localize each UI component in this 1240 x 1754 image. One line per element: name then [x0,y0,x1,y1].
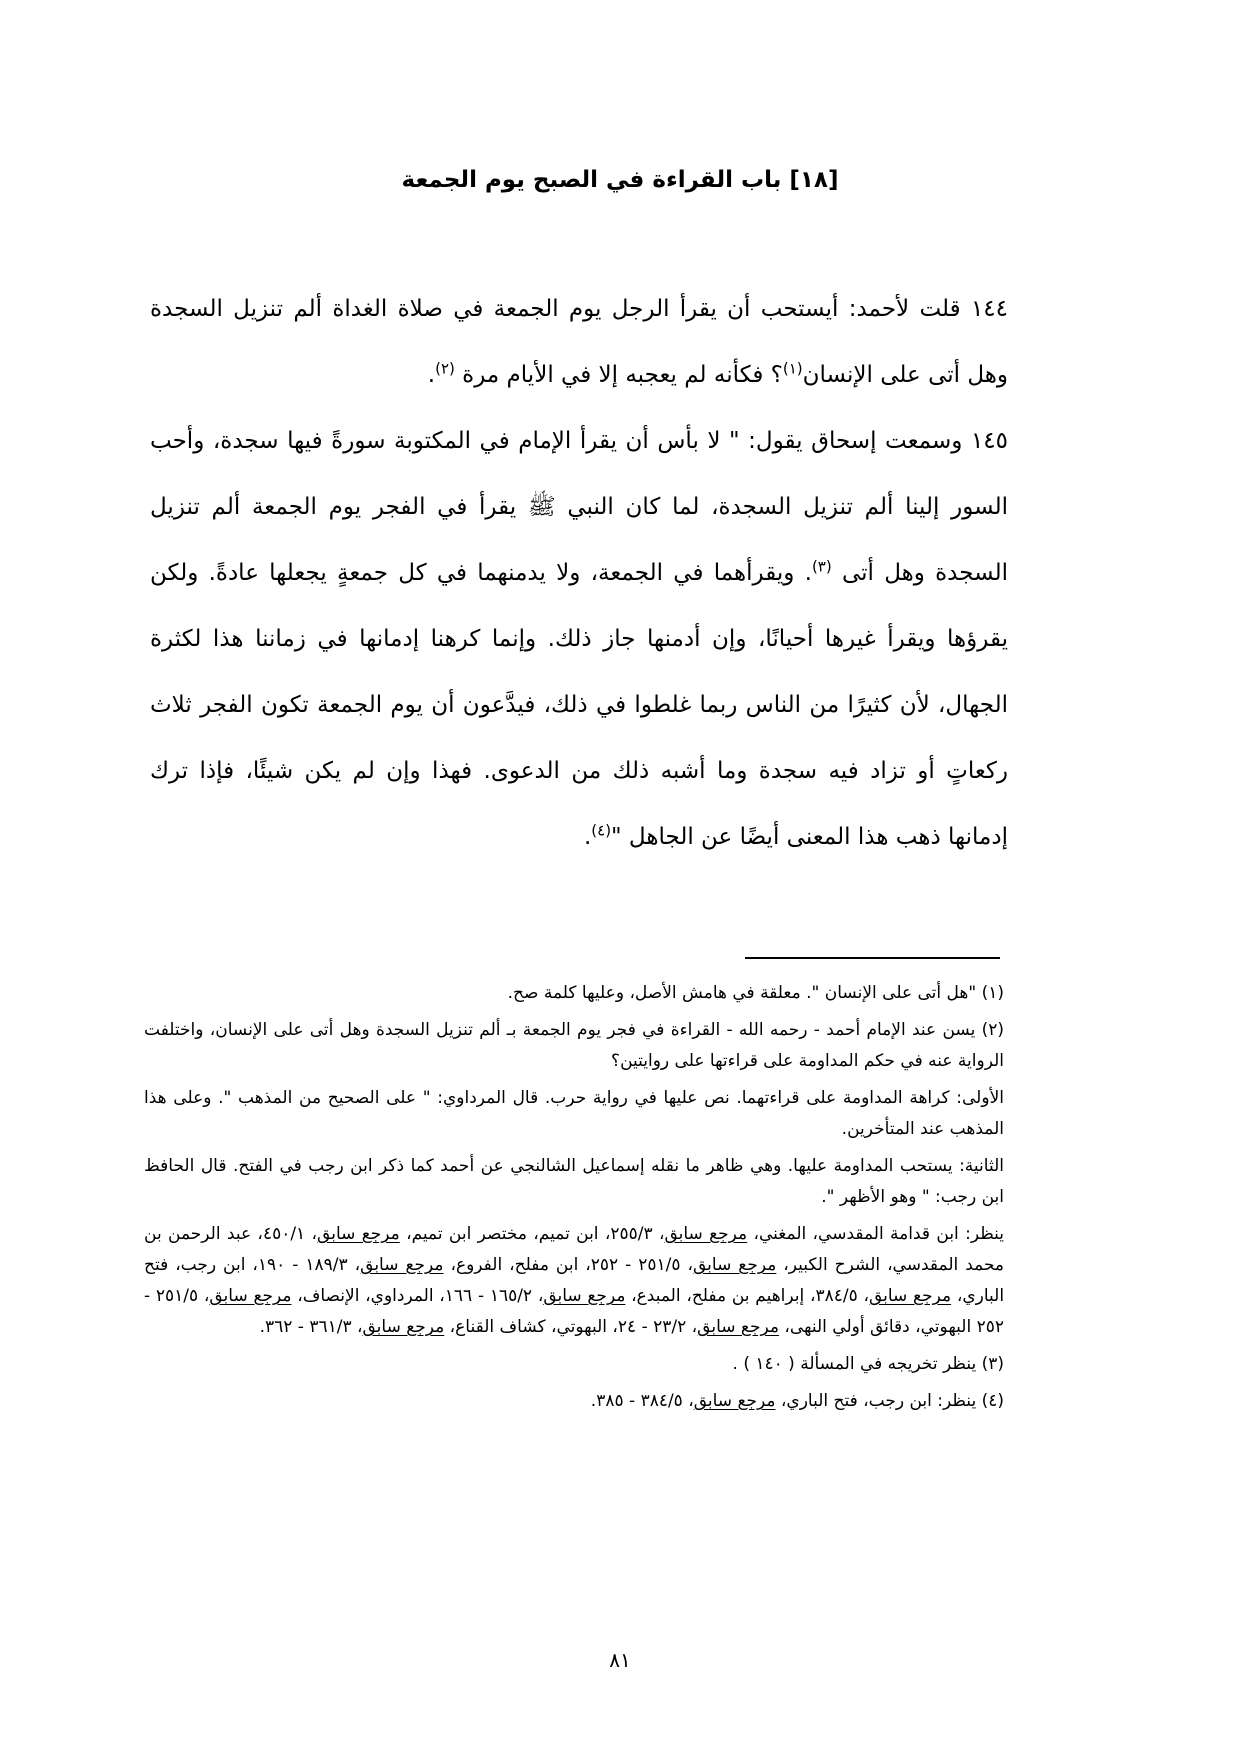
footnote-1: (١) "هل أتى على الإنسان ". معلقة في هامش الأصل، وعليها كلمة صح. [507,983,1004,1003]
paragraph-145 [150,408,1008,870]
footnote-ref-2: (٢) [435,359,455,378]
paragraph-145-mid: . ويقرأهما في الجمعة، ولا يدمنهما في كل جمعةٍ يجعلها عادةً. ولكن يقرؤها ويقرأ غيرها أحيانًا، وإن أدمنها جاز ذلك. وإنما كرهنا إدمانها في زماننا هذا لكثرة الجهال، لأن كثيرًا من الناس ربما غلطوا في ذلك، فيدَّعون أن يوم الجمعة تكون الفجر ثلاث ركعاتٍ أو تزاد فيه سجدة وما أشبه ذلك من الدعوى. فهذا وإن لم يكن شيئًا، فإذا ترك إدمانها ذهب هذا المعنى أيضًا عن الجاهل " [150,560,1008,850]
ref-text: ، ١٦٥/٢ - ١٦٦، المرداوي، الإنصاف، [291,1286,544,1306]
ref-text: ، ٢٣/٢ - ٢٤، البهوتي، كشاف القناع، [444,1317,698,1337]
ref-previous-source: مرجع سابق [543,1286,626,1306]
ref-previous-source: مرجع سابق [360,1255,444,1275]
footnote-ref-4: (٤) [591,821,612,840]
footnote-separator [745,957,1000,959]
ref-text: ، ٣٦١/٣ - ٣٦٢. [259,1317,363,1337]
ref-text: ، ٤٥٠/١، عبد الرحمن بن محمد المقدسي، الشرح الكبير، [144,1224,1005,1275]
paragraph-145-text: ١٤٥ وسمعت إسحاق يقول: " لا بأس أن يقرأ الإمام في المكتوبة سورةً فيها سجدة، وأحب السور إلينا ألم تنزيل السجدة، لما كان النبي ﷺ يقرأ في الفجر يوم الجمعة ألم تنزيل السجدة وهل أتى [150,428,1008,586]
ref-previous-source: مرجع سابق [697,1317,779,1337]
paragraph-145-end: . [583,824,592,850]
chapter-title: [١٨] باب القراءة في الصبح يوم الجمعة [401,167,839,194]
ref-previous-source: مرجع سابق [317,1224,400,1244]
ref-previous-source: مرجع سابق [692,1255,777,1275]
ref-previous-source: مرجع سابق [664,1224,748,1244]
ref-previous-source: مرجع سابق [868,1286,952,1306]
ref-previous-source: مرجع سابق [693,1391,776,1411]
footnote-2: (٢) يسن عند الإمام أحمد - رحمه الله - القراءة في فجر يوم الجمعة بـ ألم تنزيل السجدة وهل أتى على الإنسان، واختلفت الرواية عنه في حكم المداومة على قراءتها على روايتين؟ [144,1020,1004,1071]
ref-text: ، ٣٨٤/٥ - ٣٨٥. [590,1391,694,1411]
footnotes [144,978,1004,1423]
ref-text: ، ٢٥٥/٣، ابن تميم، مختصر ابن تميم، [399,1224,665,1244]
footnote-2-references [144,1219,1004,1343]
ref-text: ، ١٨٩/٣ - ١٩٠، ابن رجب، فتح الباري، [144,1255,1005,1306]
footnote-2-first-opinion: الأولى: كراهة المداومة على قراءتهما. نص عليها في رواية حرب. قال المرداوي: " على الصحيح من المذهب ". وعلى هذا المذهب عند المتأخرين. [144,1088,1004,1139]
ref-previous-source: مرجع سابق [209,1286,292,1306]
page-number: ٨١ [609,1648,631,1672]
footnote-ref-3: (٣) [811,557,832,576]
footnote-ref-1: (١) [782,359,803,378]
ref-previous-source: مرجع سابق [362,1317,445,1337]
footnote-2-second-opinion: الثانية: يستحب المداومة عليها. وهي ظاهر ما نقله إسماعيل الشالنجي عن أحمد كما ذكر ابن رجب في الفتح. قال الحافظ ابن رجب: " وهو الأظهر ". [144,1156,1004,1207]
ref-text: (٤) ينظر: ابن رجب، فتح الباري، [775,1391,1004,1411]
paragraph-144-mid: ؟ فكأنه لم يعجبه إلا في الأيام مرة [454,362,783,388]
paragraph-144 [150,276,1008,408]
ref-text: ، ٢٥١/٥ - ٢٥٢ البهوتي، دقائق أولي النهى، [144,1286,1004,1337]
ref-text: ، ٢٥١/٥ - ٢٥٢، ابن مفلح، الفروع، [443,1255,693,1275]
main-text [150,276,1008,870]
paragraph-144-end: . [427,362,436,388]
paragraph-144-text: ١٤٤ قلت لأحمد: أيستحب أن يقرأ الرجل يوم الجمعة في صلاة الغداة ألم تنزيل السجدة وهل أتى على الإنسان [150,296,1008,388]
ref-text: ينظر: ابن قدامة المقدسي، المغني، [747,1224,1005,1244]
footnote-4 [144,1386,1004,1417]
ref-text: ، ٣٨٤/٥، إبراهيم بن مفلح، المبدع، [625,1286,869,1306]
footnote-3: (٣) ينظر تخريجه في المسألة ( ١٤٠ ) . [732,1354,1004,1374]
